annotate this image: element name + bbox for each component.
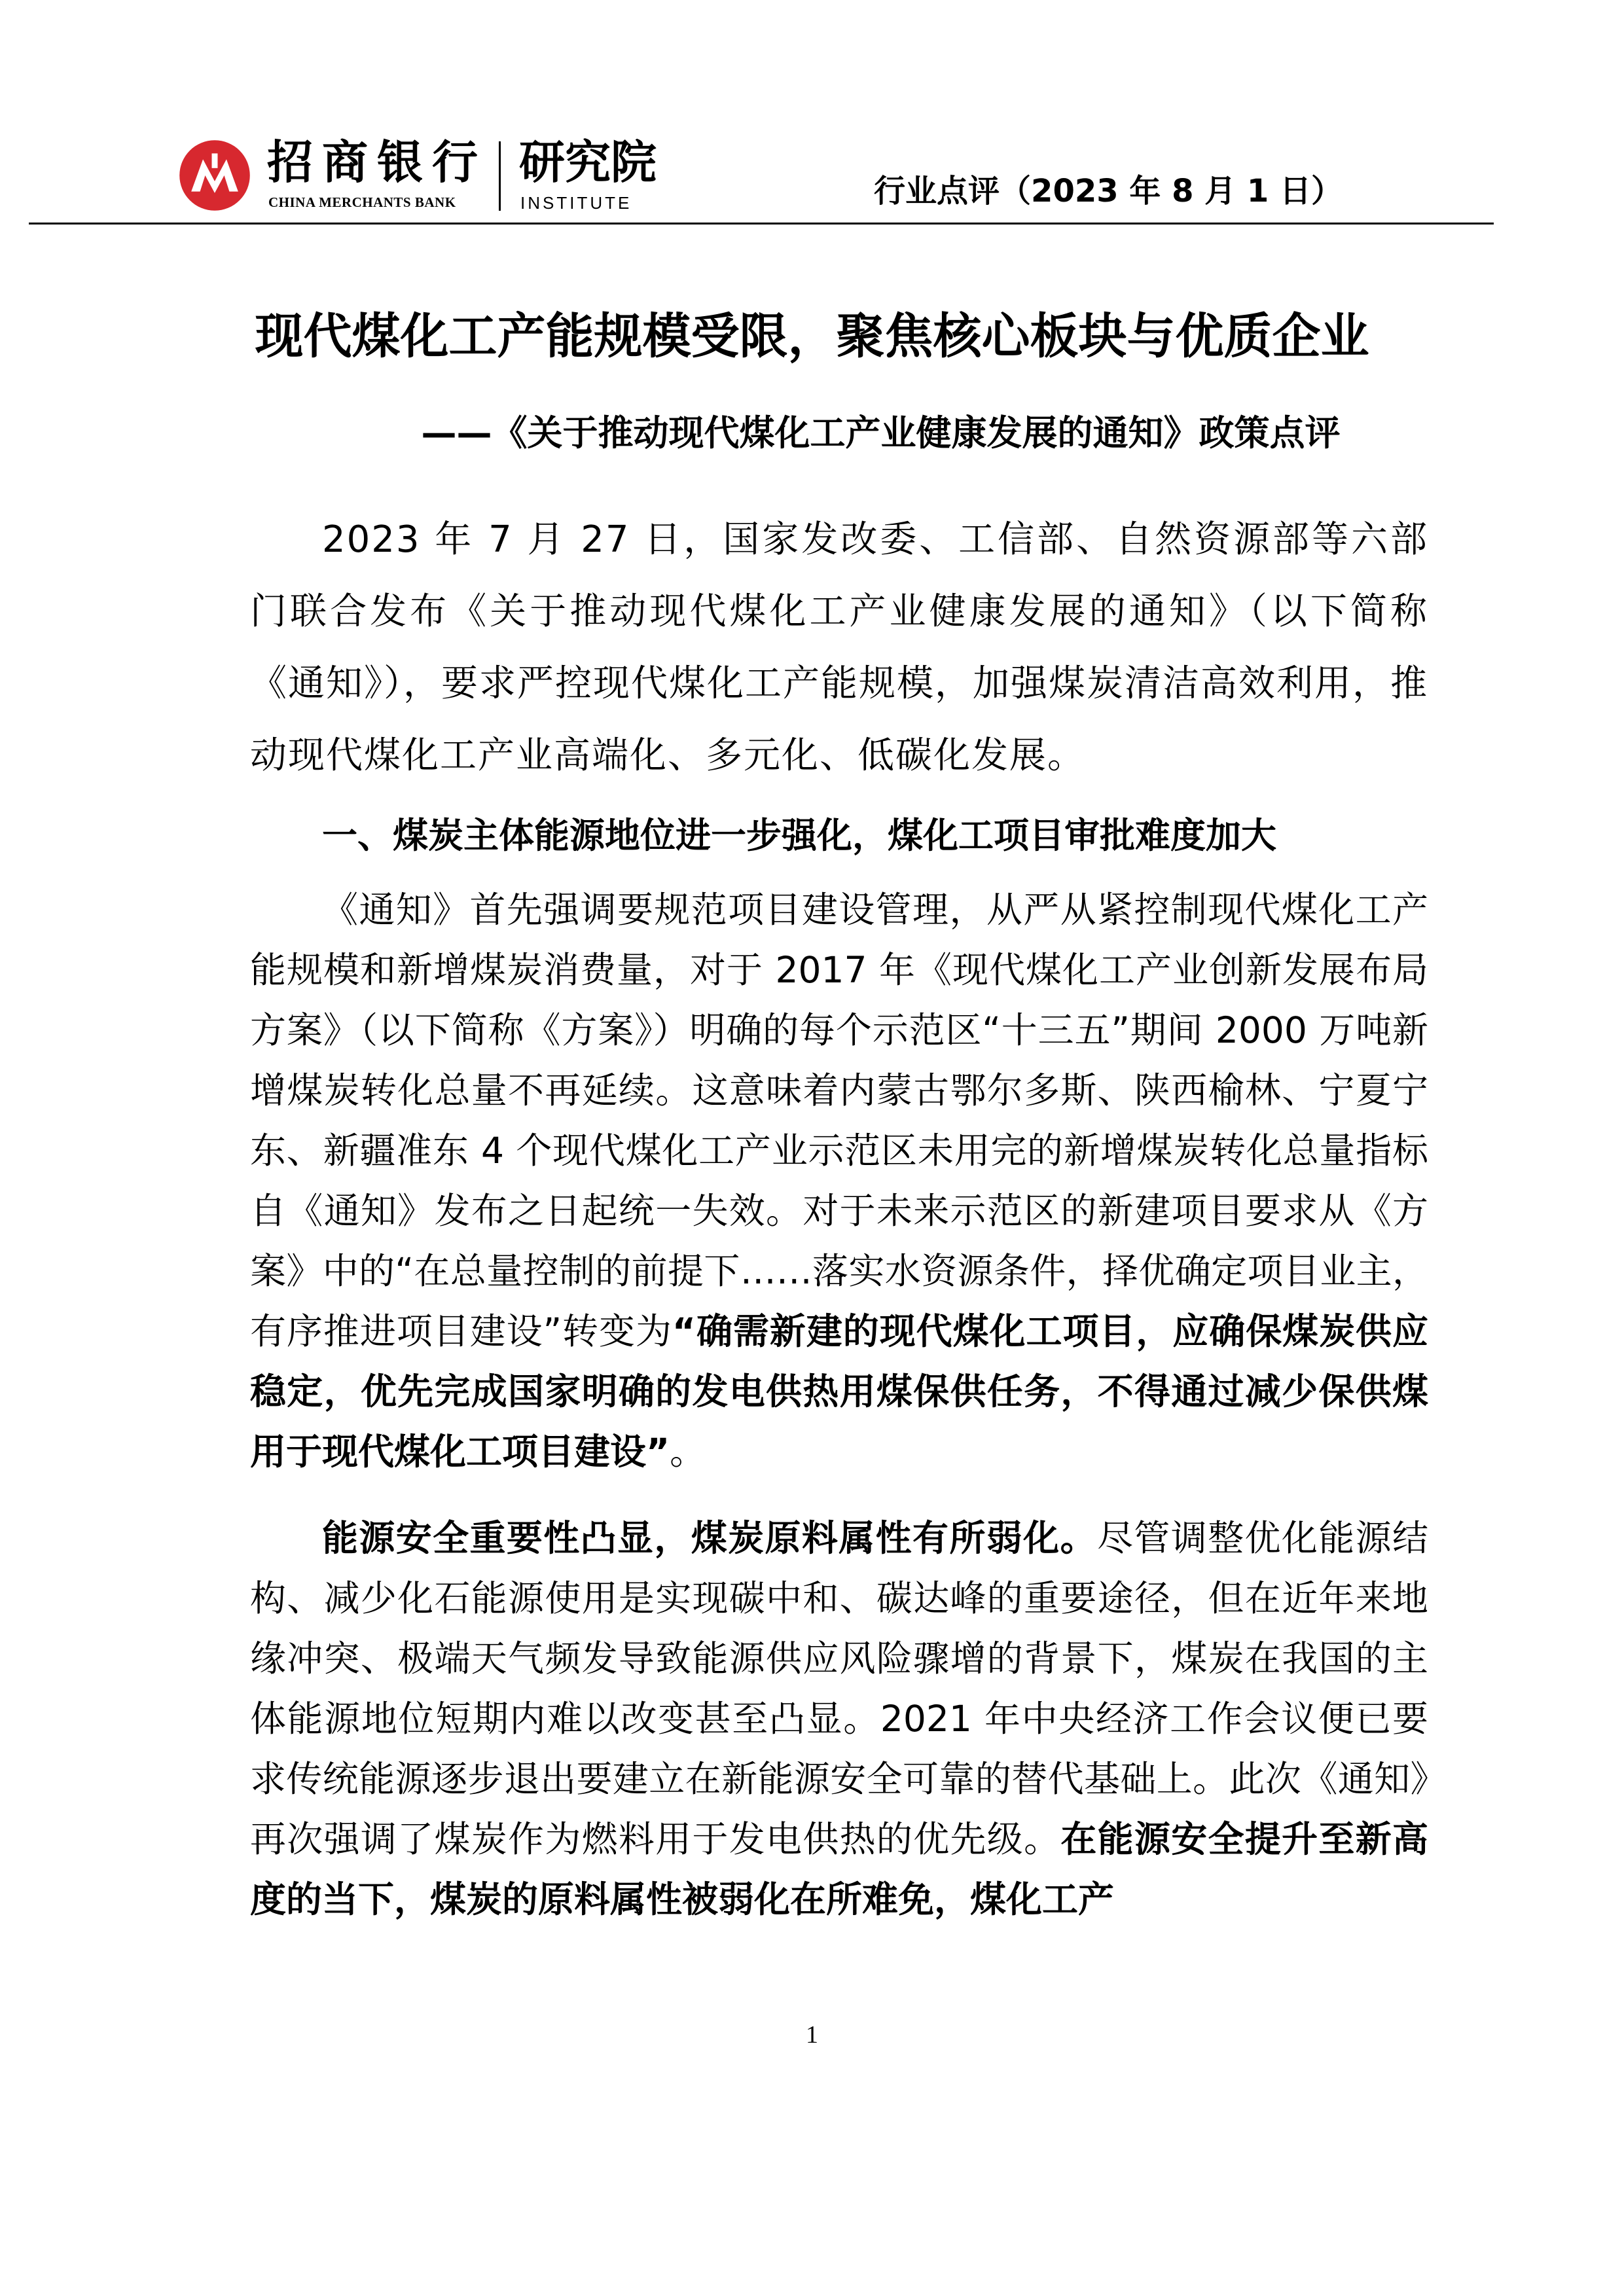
document-subtitle: ——《关于推动现代煤化工产业健康发展的通知》政策点评 <box>421 412 1341 454</box>
emphasis-text: 在能源安全提升至新高度的当下，煤炭的原料属性被弱化在所难免，煤化工产 <box>250 1818 1428 1920</box>
page-header <box>0 0 1624 229</box>
paragraph-text: 。 <box>670 1431 706 1473</box>
lead-emphasis-text: 能源安全重要性凸显，煤炭原料属性有所弱化。 <box>322 1517 1097 1559</box>
institute-name-en: INSTITUTE <box>520 193 632 213</box>
section-heading-1: 一、煤炭主体能源地位进一步强化，煤化工项目审批难度加大 <box>322 815 1276 856</box>
institute-name-cn: 研究院 <box>519 135 657 189</box>
intro-paragraph: 2023 年 7 月 27 日，国家发改委、工信部、自然资源部等六部门联合发布《关于推动现代煤化工产业健康发展的通知》（以下简称《通知》），要求严控现代煤化工产能规模，加强煤炭清洁高效利用，推动现代煤化工产业高端化、多元化、低碳化发展。 <box>250 518 1428 777</box>
report-type-date: 行业点评（2023 年 8 月 1 日） <box>874 173 1343 209</box>
body-paragraph-2 <box>250 880 1428 1482</box>
bank-name-en: CHINA MERCHANTS BANK <box>268 194 456 210</box>
header-divider <box>29 223 1494 224</box>
logo-divider <box>499 141 501 211</box>
emphasis-text: “确需新建的现代煤化工项目，应确保煤炭供应稳定，优先完成国家明确的发电供热用煤保供任务，不得通过减少保供煤用于现代煤化工项目建设” <box>250 1310 1428 1473</box>
bank-name-cn: 招商银行 <box>267 135 487 189</box>
document-body <box>250 504 1428 1929</box>
paragraph-text: 《通知》首先强调要规范项目建设管理，从严从紧控制现代煤化工产能规模和新增煤炭消费量，对于 2017 年《现代煤化工产业创新发展布局方案》（以下简称《方案》）明确的每个示范区“十三五”期间 2000 万吨新增煤炭转化总量不再延续。这意味着内蒙古鄂尔多斯、陕西榆林、宁夏宁东、新疆准东 4 个现代煤化工产业示范区未用完的新增煤炭转化总量指标自《通知》发布之日起统一失效。对于未来示范区的新建项目要求从《方案》中的“在总量控制的前提下……落实水资源条件，择优确定项目业主，有序推进项目建设”转变为 <box>250 889 1428 1352</box>
paragraph-text: 尽管调整优化能源结构、减少化石能源使用是实现碳中和、碳达峰的重要途径，但在近年来地缘冲突、极端天气频发导致能源供应风险骤增的背景下，煤炭在我国的主体能源地位短期内难以改变甚至凸显。2021 年中央经济工作会议便已要求传统能源逐步退出要建立在新能源安全可靠的替代基础上。此次《通知》再次强调了煤炭作为燃料用于发电供热的优先级。 <box>250 1517 1428 1860</box>
page-number: 1 <box>806 2021 818 2049</box>
body-paragraph-3 <box>250 1508 1428 1929</box>
document-title: 现代煤化工产能规模受限，聚焦核心板块与优质企业 <box>255 308 1369 365</box>
cmb-logo-icon <box>178 139 251 212</box>
